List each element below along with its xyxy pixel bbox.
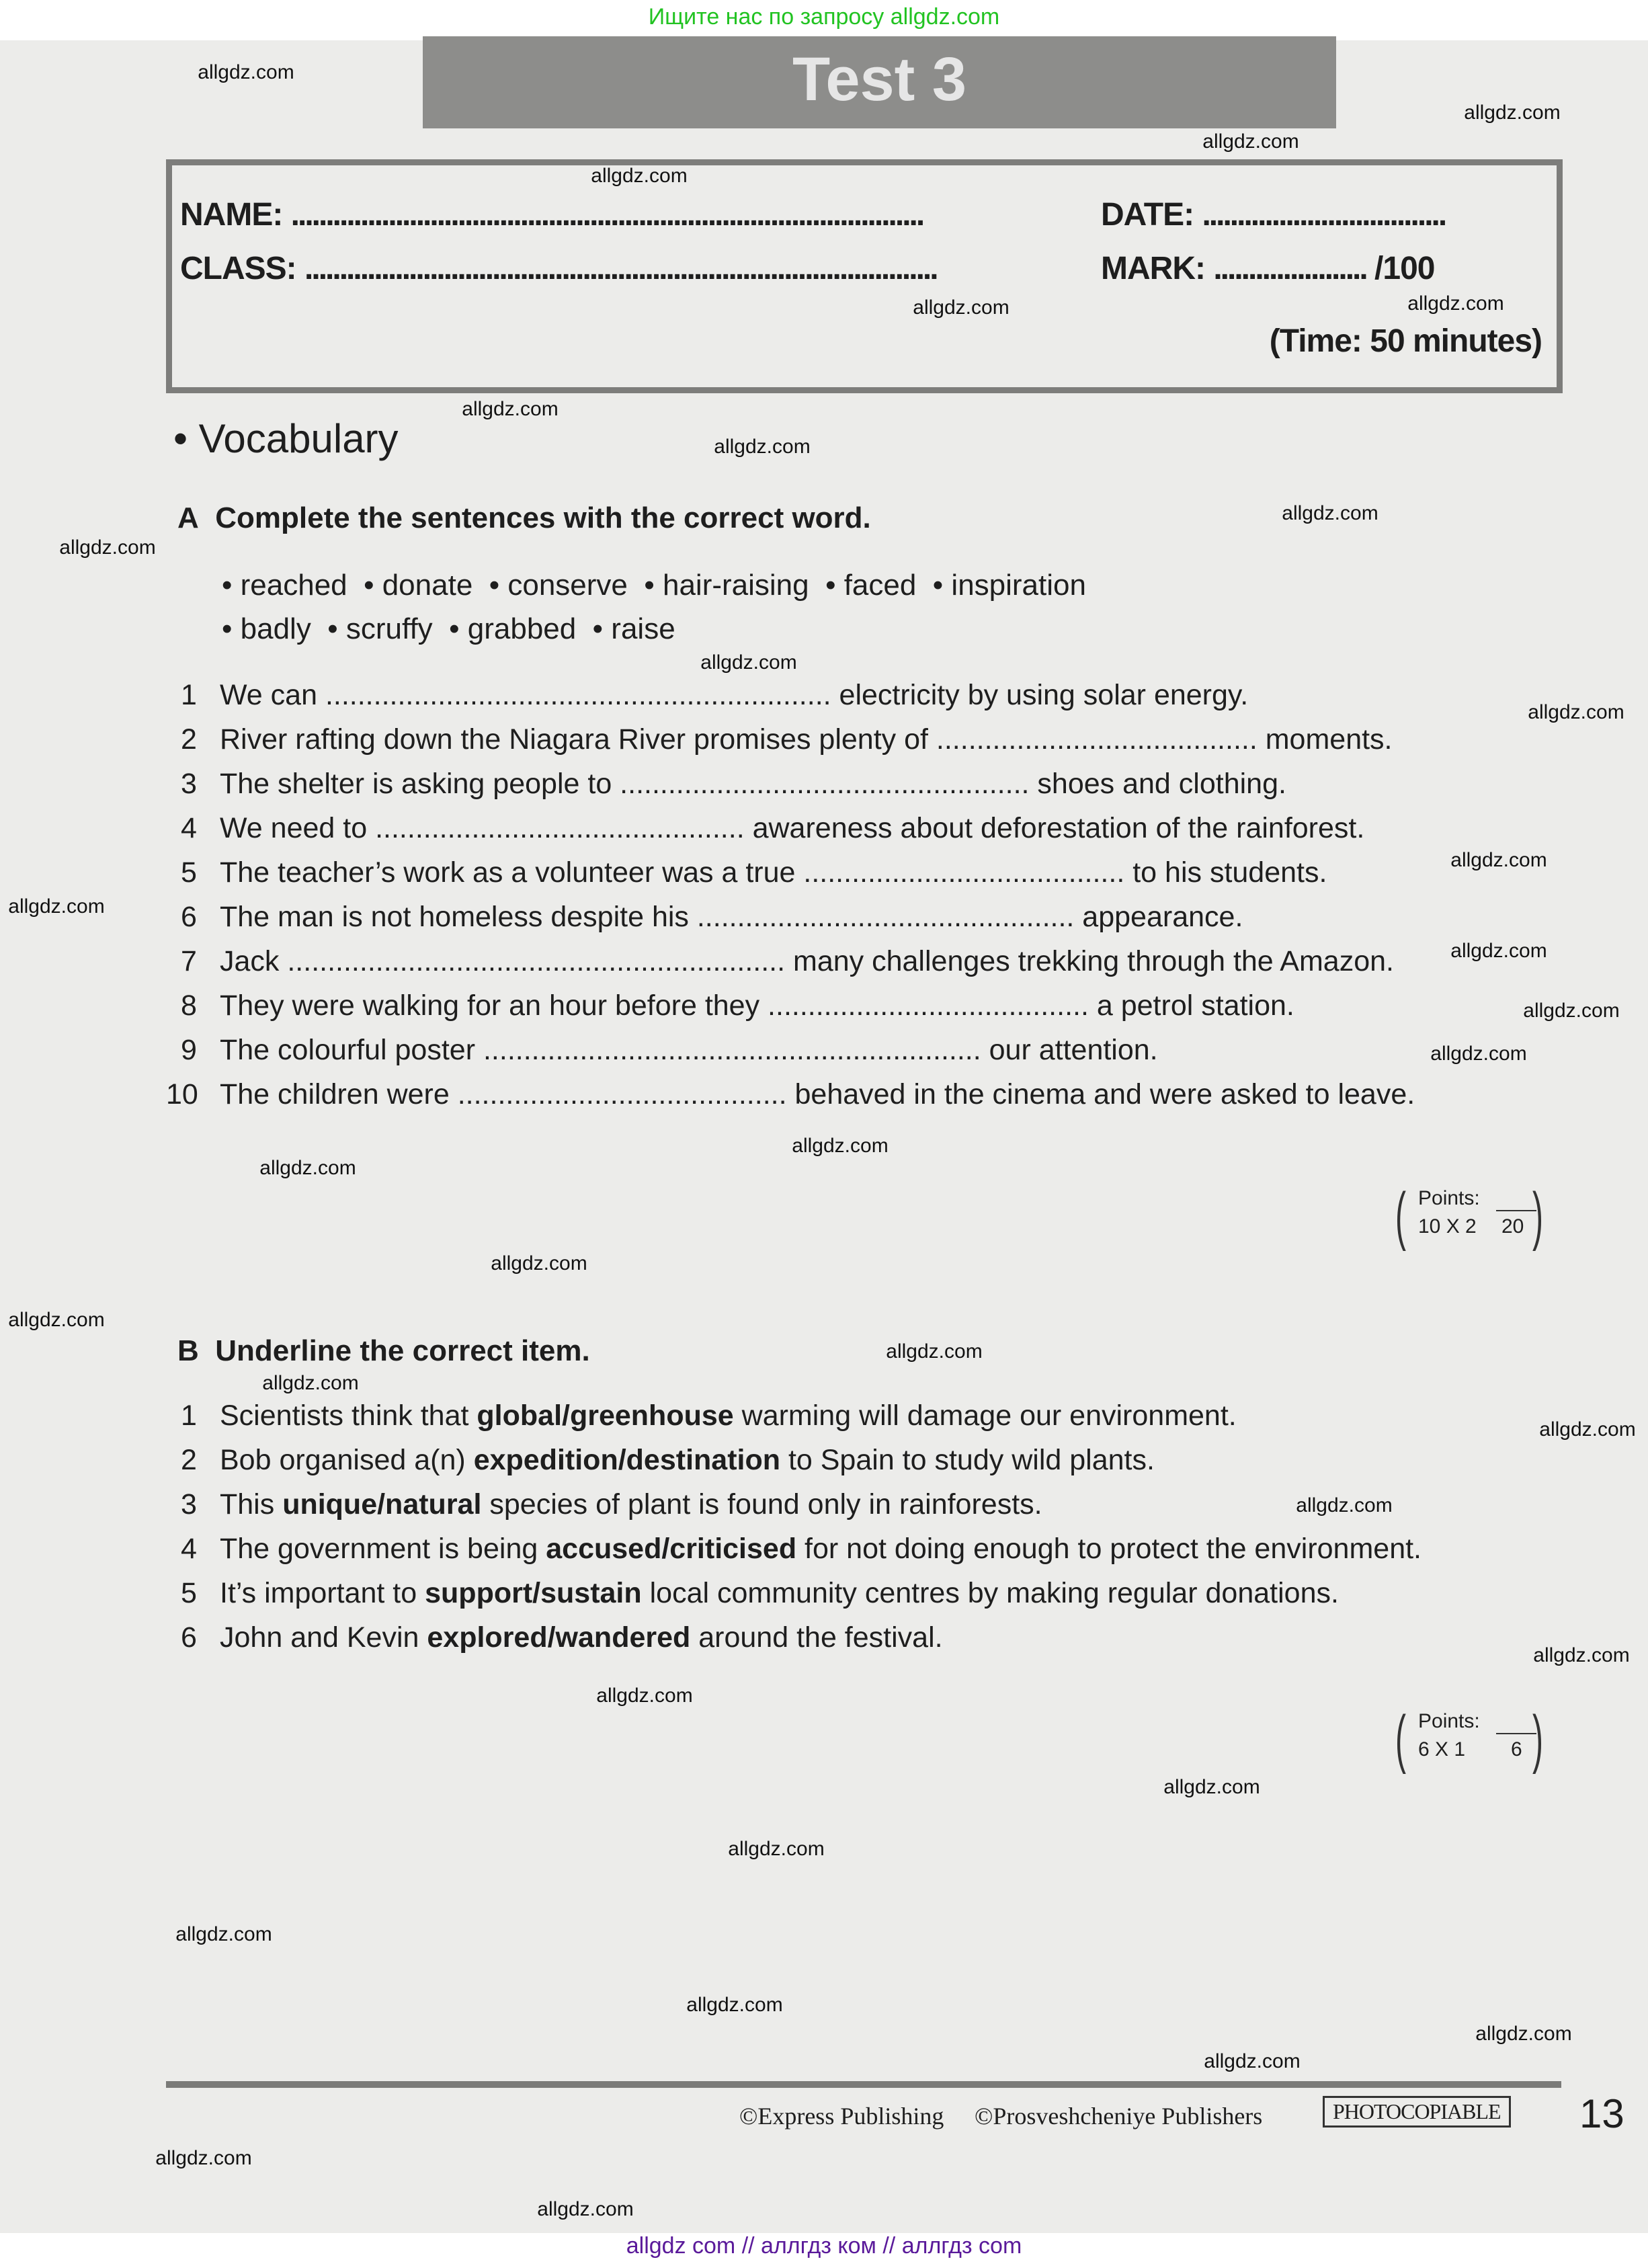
open-paren: ( (1395, 1180, 1406, 1252)
sentence-text: warming will damage our environment. (733, 1400, 1237, 1432)
title-banner (423, 36, 1336, 128)
item-number: 4 (181, 812, 197, 844)
watermark: allgdz.com (259, 1157, 356, 1179)
choice-sentence (220, 1488, 1042, 1521)
watermark: allgdz.com (1450, 940, 1547, 962)
mark-blank: ...................... (1213, 251, 1366, 286)
watermark: allgdz.com (1464, 102, 1561, 124)
section-title: • Vocabulary (173, 416, 399, 461)
publisher-credit: ©Prosveshcheniye Publishers (975, 2103, 1263, 2130)
points-label: Points: (1418, 1710, 1480, 1732)
watermark: allgdz.com (1523, 1000, 1620, 1022)
item-number: 2 (181, 723, 197, 756)
score-blank (1496, 1210, 1536, 1211)
name-label: NAME: (180, 197, 283, 233)
fill-in-sentence[interactable]: Jack .............................................................. many challenges trekking through the Amazon. (220, 945, 1394, 977)
watermark: allgdz.com (262, 1372, 359, 1394)
watermark: allgdz.com (913, 296, 1010, 319)
points-box (1395, 1703, 1554, 1775)
watermark: allgdz.com (792, 1135, 889, 1157)
mark-total: /100 (1374, 251, 1435, 286)
score-blank (1496, 1733, 1536, 1734)
watermark: allgdz.com (714, 436, 811, 458)
site-footer-text[interactable]: allgdz com // аллгдз ком // аллгдз com (626, 2233, 1022, 2259)
date-label: DATE: (1101, 197, 1194, 233)
item-number: 7 (181, 945, 197, 977)
name-field (180, 196, 923, 233)
watermark: allgdz.com (1528, 701, 1624, 723)
part-a-heading (177, 501, 871, 535)
fill-in-sentence[interactable]: They were walking for an hour before they ........................................ a petrol station. (220, 989, 1294, 1022)
watermark: allgdz.com (686, 1994, 783, 2016)
answer-options[interactable]: expedition/destination (473, 1444, 780, 1476)
item-number: 10 (166, 1078, 198, 1110)
fill-in-sentence[interactable]: We can ............................................................... electricity by using solar energy. (220, 679, 1249, 711)
class-blank: ........................................................................................... (304, 251, 937, 286)
part-b-heading (177, 1334, 590, 1368)
watermark: allgdz.com (1202, 130, 1299, 153)
item-number: 4 (181, 1533, 197, 1565)
site-banner-text[interactable]: Ищите нас по запросу allgdz.com (648, 4, 1000, 30)
points-multiplier: 10 X 2 (1418, 1215, 1477, 1238)
sentence-text: local community centres by making regular donations. (641, 1577, 1339, 1609)
close-paren: ) (1532, 1180, 1543, 1252)
part-letter: A (177, 501, 199, 534)
item-number: 1 (181, 679, 197, 711)
watermark: allgdz.com (1475, 2023, 1572, 2045)
time-limit: (Time: 50 minutes) (1269, 323, 1542, 359)
watermark: allgdz.com (491, 1252, 587, 1274)
fill-in-sentence[interactable]: The colourful poster .............................................................. our attention. (220, 1034, 1158, 1066)
mark-field (1101, 250, 1434, 287)
fill-in-sentence[interactable]: River rafting down the Niagara River promises plenty of ........................................ moments. (220, 723, 1393, 756)
publisher-credit: ©Express Publishing (739, 2103, 944, 2130)
photocopiable-label: PHOTOCOPIABLE (1323, 2096, 1511, 2128)
watermark: allgdz.com (700, 651, 797, 674)
item-number: 6 (181, 1621, 197, 1654)
choice-sentence (220, 1533, 1422, 1566)
item-number: 2 (181, 1444, 197, 1476)
watermark: allgdz.com (8, 895, 105, 918)
answer-options[interactable]: explored/wandered (427, 1621, 691, 1654)
watermark: allgdz.com (462, 398, 559, 420)
sentence-text: Scientists think that (220, 1400, 477, 1432)
footer-rule (166, 2081, 1561, 2088)
points-label: Points: (1418, 1187, 1480, 1209)
choice-sentence (220, 1621, 943, 1654)
page-number: 13 (1579, 2091, 1624, 2136)
part-instruction: Underline the correct item. (215, 1334, 590, 1367)
points-total: 6 (1511, 1738, 1522, 1760)
sentence-text: to Spain to study wild plants. (780, 1444, 1155, 1476)
sentence-text: This (220, 1488, 283, 1521)
sentence-text: John and Kevin (220, 1621, 427, 1654)
date-blank: ................................... (1202, 197, 1446, 233)
part-instruction: Complete the sentences with the correct word. (215, 501, 871, 534)
close-paren: ) (1532, 1703, 1543, 1775)
answer-options[interactable]: unique/natural (282, 1488, 482, 1521)
watermark: allgdz.com (886, 1340, 983, 1363)
watermark: allgdz.com (1539, 1418, 1636, 1441)
class-label: CLASS: (180, 251, 296, 286)
fill-in-sentence[interactable]: The man is not homeless despite his ............................................... appearance. (220, 901, 1243, 933)
watermark: allgdz.com (1450, 849, 1547, 871)
word-bank-row: • reached • donate • conserve • hair-raising • faced • inspiration (222, 569, 1086, 602)
watermark: allgdz.com (198, 61, 294, 83)
answer-options[interactable]: global/greenhouse (477, 1400, 734, 1432)
fill-in-sentence[interactable]: The children were ......................................... behaved in the cinema and were asked to leave. (220, 1078, 1415, 1110)
item-number: 6 (181, 901, 197, 933)
watermark: allgdz.com (1282, 502, 1378, 524)
name-blank: ........................................................................................... (290, 197, 923, 233)
points-multiplier: 6 X 1 (1418, 1738, 1466, 1760)
item-number: 3 (181, 1488, 197, 1521)
answer-options[interactable]: support/sustain (425, 1577, 642, 1609)
watermark: allgdz.com (8, 1309, 105, 1331)
sentence-text: around the festival. (690, 1621, 943, 1654)
sentence-text: Bob organised a(n) (220, 1444, 474, 1476)
points-total: 20 (1501, 1215, 1524, 1238)
sentence-text: for not doing enough to protect the environment. (796, 1533, 1422, 1565)
sentence-text: species of plant is found only in rainforests. (481, 1488, 1042, 1521)
part-letter: B (177, 1334, 199, 1367)
watermark: allgdz.com (591, 165, 688, 187)
watermark: allgdz.com (1533, 1644, 1630, 1666)
watermark: allgdz.com (1407, 292, 1504, 315)
watermark: allgdz.com (1163, 1776, 1260, 1798)
fill-in-sentence[interactable]: The teacher’s work as a volunteer was a true ........................................ to his students. (220, 856, 1327, 889)
choice-sentence (220, 1577, 1339, 1610)
word-bank-row: • badly • scruffy • grabbed • raise (222, 612, 675, 645)
item-number: 5 (181, 1577, 197, 1609)
open-paren: ( (1395, 1703, 1406, 1775)
item-number: 5 (181, 856, 197, 889)
item-number: 8 (181, 989, 197, 1022)
answer-options[interactable]: accused/criticised (546, 1533, 797, 1565)
mark-label: MARK: (1101, 251, 1205, 286)
fill-in-sentence[interactable]: The shelter is asking people to ................................................... shoes and clothing. (220, 768, 1286, 800)
watermark: allgdz.com (59, 536, 156, 559)
watermark: allgdz.com (596, 1685, 693, 1707)
watermark: allgdz.com (1296, 1494, 1393, 1516)
watermark: allgdz.com (175, 1923, 272, 1945)
choice-sentence (220, 1400, 1237, 1432)
watermark: allgdz.com (1430, 1043, 1527, 1065)
points-box (1395, 1180, 1554, 1252)
watermark: allgdz.com (1204, 2050, 1301, 2072)
choice-sentence (220, 1444, 1155, 1477)
item-number: 1 (181, 1400, 197, 1432)
fill-in-sentence[interactable]: We need to .............................................. awareness about deforestation of the rainforest. (220, 812, 1365, 844)
date-field (1101, 196, 1445, 233)
item-number: 9 (181, 1034, 197, 1066)
watermark: allgdz.com (155, 2147, 252, 2169)
test-title: Test 3 (792, 45, 967, 114)
class-field (180, 250, 937, 287)
sentence-text: The government is being (220, 1533, 546, 1565)
item-number: 3 (181, 768, 197, 800)
watermark: allgdz.com (537, 2198, 634, 2220)
watermark: allgdz.com (728, 1838, 825, 1860)
sentence-text: It’s important to (220, 1577, 425, 1609)
